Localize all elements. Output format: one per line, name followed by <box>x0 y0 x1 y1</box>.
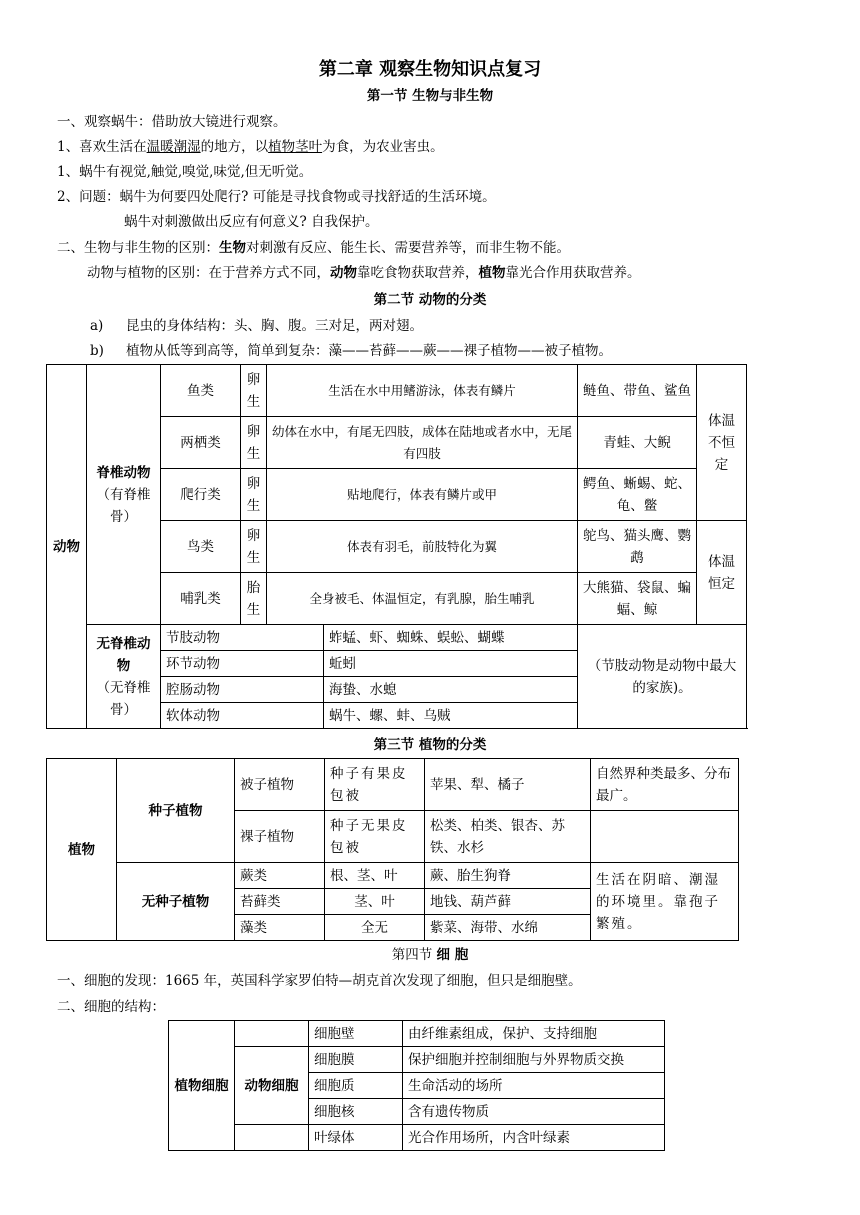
para-insect: 昆虫的身体结构：头、胸、腹。三对足，两对翅。 <box>126 318 423 334</box>
angiosperm-feature: 种子有果皮包被 <box>325 759 425 811</box>
cell-part-desc: 光合作用场所，内含叶绿素 <box>403 1125 665 1151</box>
algae-feature: 全无 <box>325 915 425 941</box>
temperature-constant: 体温恒定 <box>697 521 747 625</box>
angiosperm-name: 被子植物 <box>235 759 325 811</box>
section1-heading: 第一节 生物与非生物 <box>366 88 494 104</box>
cell-part: 细胞壁 <box>309 1021 403 1047</box>
para-snail-senses: 1、蜗牛有视觉,触觉,嗅觉,味觉,但无听觉。 <box>57 164 313 180</box>
class-examples: 大熊猫、袋鼠、蝙蝠、鲸 <box>578 573 697 625</box>
cell-part-desc: 保护细胞并控制细胞与外界物质交换 <box>403 1047 665 1073</box>
birth-type: 胎生 <box>241 573 267 625</box>
animal-label: 动物 <box>47 365 87 729</box>
page-title: 第二章 观察生物知识点复习 <box>318 59 542 80</box>
fern-name: 蕨类 <box>235 863 325 889</box>
class-examples: 鸵鸟、猫头鹰、鹦鹉 <box>578 521 697 573</box>
fern-examples: 蕨、胎生狗脊 <box>425 863 591 889</box>
class-name: 鱼类 <box>161 365 241 417</box>
cell-part-desc: 由纤维素组成，保护、支持细胞 <box>403 1021 665 1047</box>
text-span: 靠光合作用获取营养。 <box>505 265 641 281</box>
para-observe-snail: 一、观察蜗牛：借助放大镜进行观察。 <box>57 114 287 130</box>
class-examples: 青蛙、大鲵 <box>578 417 697 469</box>
moss-examples: 地钱、葫芦藓 <box>425 889 591 915</box>
class-feature: 生活在水中用鳍游泳，体表有鳞片 <box>267 365 578 417</box>
list-marker-b: b) <box>90 343 104 359</box>
gymnosperm-note <box>591 811 739 863</box>
section4-heading-number: 第四节 <box>391 947 437 963</box>
invertebrate-sub: （无脊椎骨） <box>96 679 151 718</box>
invertebrate-examples: 蚱蜢、虾、蜘蛛、蜈蚣、蝴蝶 <box>324 625 578 651</box>
plant-label: 植物 <box>47 759 117 941</box>
invertebrate-name: 腔肠动物 <box>161 677 324 703</box>
bold-text: 植物 <box>478 265 506 281</box>
angiosperm-examples: 苹果、犁、橘子 <box>425 759 591 811</box>
class-name: 鸟类 <box>161 521 241 573</box>
birth-type: 卵生 <box>241 469 267 521</box>
class-feature: 体表有羽毛，前肢特化为翼 <box>267 521 578 573</box>
para-snail-habitat <box>57 137 444 157</box>
underlined-text: 植物茎叶 <box>268 139 323 155</box>
invertebrate-examples: 蜗牛、螺、蚌、乌贼 <box>324 703 578 729</box>
class-name: 爬行类 <box>161 469 241 521</box>
text-span: 靠吃食物获取营养， <box>357 265 479 281</box>
empty-cell <box>235 1021 309 1047</box>
algae-examples: 紫菜、海带、水绵 <box>425 915 591 941</box>
class-name: 哺乳类 <box>161 573 241 625</box>
para-snail-stimulus: 蜗牛对刺激做出反应有何意义? 自我保护。 <box>124 214 379 230</box>
cell-part: 叶绿体 <box>309 1125 403 1151</box>
invertebrate-examples: 蚯蚓 <box>324 651 578 677</box>
class-feature: 幼体在水中，有尾无四肢，成体在陆地或者水中，无尾有四肢 <box>267 417 578 469</box>
gymnosperm-name: 裸子植物 <box>235 811 325 863</box>
class-examples: 鳄鱼、蜥蜴、蛇、龟、鳖 <box>578 469 697 521</box>
temperature-variable: 体温不恒定 <box>697 365 747 521</box>
nonseed-plant-label: 无种子植物 <box>117 863 235 941</box>
para-living-nonliving <box>57 238 570 258</box>
cell-part-desc: 含有遗传物质 <box>403 1099 665 1125</box>
section3-heading: 第三节 植物的分类 <box>373 737 487 753</box>
class-feature: 全身被毛、体温恒定，有乳腺，胎生哺乳 <box>267 573 578 625</box>
gymnosperm-feature: 种子无果皮包被 <box>325 811 425 863</box>
birth-type: 卵生 <box>241 365 267 417</box>
invertebrate-examples: 海蛰、水螅 <box>324 677 578 703</box>
invertebrate-name: 软体动物 <box>161 703 324 729</box>
cell-part-desc: 生命活动的场所 <box>403 1073 665 1099</box>
text-span: 为食，为农业害虫。 <box>322 139 444 155</box>
empty-cell <box>235 1125 309 1151</box>
plant-classification-table <box>46 758 739 941</box>
para-cell-discovery: 一、细胞的发现：1665 年，英国科学家罗伯特—胡克首次发现了细胞，但只是细胞壁。 <box>57 973 582 989</box>
animal-classification-table <box>46 364 747 729</box>
angiosperm-note: 自然界种类最多、分布最广。 <box>591 759 739 811</box>
birth-type: 卵生 <box>241 521 267 573</box>
cell-part: 细胞膜 <box>309 1047 403 1073</box>
gymnosperm-examples: 松类、柏类、银杏、苏铁、水杉 <box>425 811 591 863</box>
moss-feature: 茎、叶 <box>325 889 425 915</box>
cell-part: 细胞核 <box>309 1099 403 1125</box>
para-animal-plant <box>87 263 641 283</box>
animal-cell-label: 动物细胞 <box>235 1047 309 1125</box>
class-feature: 贴地爬行，体表有鳞片或甲 <box>267 469 578 521</box>
list-marker-a: a) <box>90 318 104 334</box>
text-span: 1、喜欢生活在 <box>57 139 147 155</box>
algae-name: 藻类 <box>235 915 325 941</box>
section4-heading-title: 细 胞 <box>436 947 469 963</box>
text-span: 二、生物与非生物的区别： <box>57 240 219 256</box>
bold-text: 生物 <box>219 240 246 256</box>
vertebrate-label <box>87 365 161 625</box>
text-span: 动物与植物的区别：在于营养方式不同， <box>87 265 330 281</box>
seed-plant-label: 种子植物 <box>117 759 235 863</box>
para-plant-evolution: 植物从低等到高等，简单到复杂：藻——苔藓——蕨——裸子植物——被子植物。 <box>126 343 612 359</box>
invertebrate-title: 无脊椎动物 <box>96 635 151 674</box>
para-snail-question: 2、问题：蜗牛为何要四处爬行? 可能是寻找食物或寻找舒适的生活环境。 <box>57 189 496 205</box>
invertebrate-note: （节肢动物是动物中最大的家族)。 <box>578 625 747 729</box>
birth-type: 卵生 <box>241 417 267 469</box>
class-name: 两栖类 <box>161 417 241 469</box>
invertebrate-name: 环节动物 <box>161 651 324 677</box>
cell-structure-table <box>168 1020 665 1151</box>
fern-feature: 根、茎、叶 <box>325 863 425 889</box>
para-cell-structure: 二、细胞的结构： <box>57 999 165 1015</box>
section2-heading: 第二节 动物的分类 <box>373 292 487 308</box>
text-span: 的地方，以 <box>200 139 269 155</box>
plant-cell-label: 植物细胞 <box>169 1021 235 1151</box>
cell-part: 细胞质 <box>309 1073 403 1099</box>
section4-heading <box>0 945 860 965</box>
class-examples: 鲢鱼、带鱼、鲨鱼 <box>578 365 697 417</box>
nonseed-note: 生活在阴暗、潮湿的环境里。靠孢子繁殖。 <box>591 863 739 941</box>
text-span: 对刺激有反应、能生长、需要营养等，而非生物不能。 <box>246 240 570 256</box>
moss-name: 苔藓类 <box>235 889 325 915</box>
vertebrate-title: 脊椎动物 <box>96 464 151 481</box>
underlined-text: 温暖潮湿 <box>146 139 201 155</box>
bold-text: 动物 <box>330 265 357 281</box>
vertebrate-sub: （有脊椎骨） <box>96 486 151 525</box>
invertebrate-name: 节肢动物 <box>161 625 324 651</box>
invertebrate-label <box>87 625 161 729</box>
